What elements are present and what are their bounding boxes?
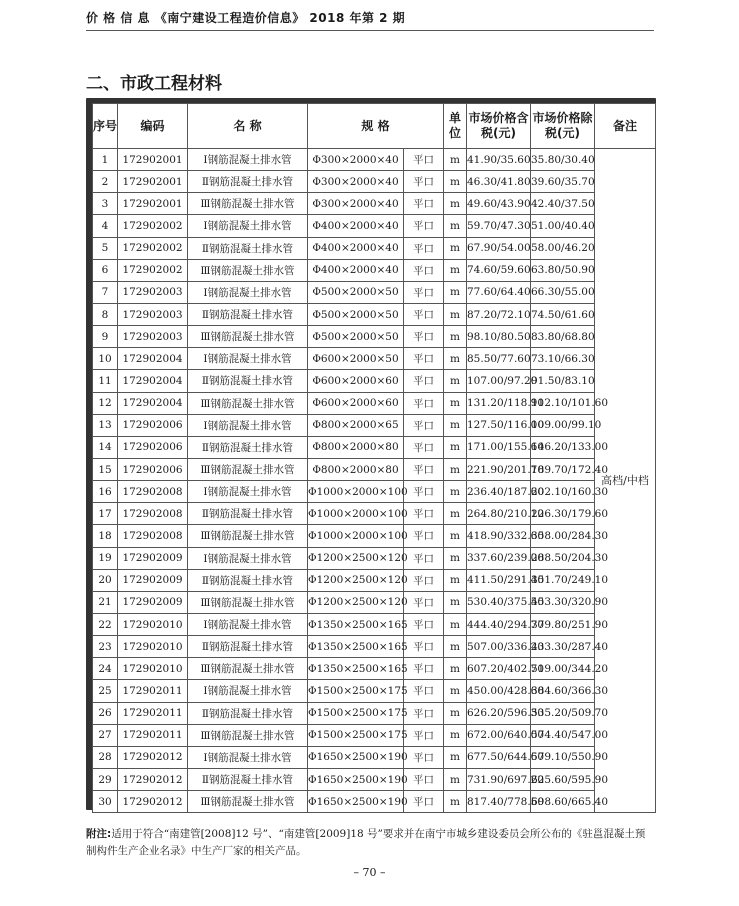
cell-code: 172902001 — [118, 193, 188, 215]
footnote — [86, 826, 654, 860]
cell-code: 172902009 — [118, 547, 188, 569]
cell-spec: Φ500×2000×50 — [308, 303, 404, 325]
cell-name: Ⅲ钢筋混凝土排水管 — [188, 658, 308, 680]
cell-seq: 29 — [93, 768, 118, 790]
cell-joint-type: 平口 — [404, 613, 444, 635]
cell-code: 172902010 — [118, 658, 188, 680]
cell-price-notax: 146.20/133.00 — [531, 436, 595, 458]
cell-code: 172902011 — [118, 702, 188, 724]
table-body — [93, 149, 656, 813]
cell-seq: 23 — [93, 636, 118, 658]
cell-price-tax: 87.20/72.10 — [467, 303, 531, 325]
table-row — [93, 303, 656, 325]
table-row — [93, 237, 656, 259]
cell-name: Ⅲ钢筋混凝土排水管 — [188, 724, 308, 746]
cell-price-notax: 42.40/37.50 — [531, 193, 595, 215]
page-header: 价 格 信 息 《南宁建设工程造价信息》 2018 年第 2 期 — [86, 11, 406, 25]
cell-code: 172902009 — [118, 591, 188, 613]
cell-name: Ⅲ钢筋混凝土排水管 — [188, 392, 308, 414]
table-row — [93, 791, 656, 813]
cell-unit: m — [444, 680, 467, 702]
cell-spec: Φ1650×2500×190 — [308, 791, 404, 813]
table-row — [93, 149, 656, 171]
cell-spec: Φ500×2000×50 — [308, 326, 404, 348]
cell-price-notax: 226.30/179.60 — [531, 503, 595, 525]
cell-joint-type: 平口 — [404, 569, 444, 591]
cell-code: 172902012 — [118, 746, 188, 768]
cell-spec: Φ600×2000×60 — [308, 370, 404, 392]
cell-price-tax: 672.00/640.00 — [467, 724, 531, 746]
cell-code: 172902011 — [118, 724, 188, 746]
cell-seq: 14 — [93, 436, 118, 458]
cell-name: Ⅰ钢筋混凝土排水管 — [188, 746, 308, 768]
cell-seq: 27 — [93, 724, 118, 746]
cell-seq: 8 — [93, 303, 118, 325]
cell-joint-type: 平口 — [404, 259, 444, 281]
cell-unit: m — [444, 791, 467, 813]
cell-seq: 20 — [93, 569, 118, 591]
cell-joint-type: 平口 — [404, 702, 444, 724]
cell-price-notax: 58.00/46.20 — [531, 237, 595, 259]
cell-name: Ⅲ钢筋混凝土排水管 — [188, 591, 308, 613]
cell-unit: m — [444, 259, 467, 281]
cell-seq: 2 — [93, 171, 118, 193]
table-row — [93, 171, 656, 193]
header-unit: 单位 — [444, 104, 467, 149]
cell-price-notax: 384.60/366.30 — [531, 680, 595, 702]
cell-price-tax: 236.40/187.60 — [467, 481, 531, 503]
table-row — [93, 481, 656, 503]
cell-price-notax: 91.50/83.10 — [531, 370, 595, 392]
cell-code: 172902002 — [118, 215, 188, 237]
cell-unit: m — [444, 636, 467, 658]
cell-name: Ⅰ钢筋混凝土排水管 — [188, 481, 308, 503]
table-row — [93, 326, 656, 348]
cell-price-notax: 112.10/101.60 — [531, 392, 595, 414]
cell-spec: Φ1650×2500×190 — [308, 768, 404, 790]
cell-seq: 12 — [93, 392, 118, 414]
cell-name: Ⅰ钢筋混凝土排水管 — [188, 215, 308, 237]
cell-unit: m — [444, 525, 467, 547]
cell-code: 172902003 — [118, 281, 188, 303]
cell-name: Ⅰ钢筋混凝土排水管 — [188, 680, 308, 702]
cell-spec: Φ1200×2500×120 — [308, 591, 404, 613]
cell-price-notax: 39.60/35.70 — [531, 171, 595, 193]
cell-name: Ⅲ钢筋混凝土排水管 — [188, 326, 308, 348]
cell-unit: m — [444, 326, 467, 348]
cell-unit: m — [444, 702, 467, 724]
cell-joint-type: 平口 — [404, 724, 444, 746]
cell-spec: Φ1000×2000×100 — [308, 525, 404, 547]
cell-unit: m — [444, 458, 467, 480]
header-seq: 序号 — [93, 104, 118, 149]
cell-spec: Φ300×2000×40 — [308, 193, 404, 215]
table-row — [93, 591, 656, 613]
cell-joint-type: 平口 — [404, 370, 444, 392]
cell-code: 172902008 — [118, 525, 188, 547]
cell-joint-type: 平口 — [404, 768, 444, 790]
cell-seq: 28 — [93, 746, 118, 768]
cell-price-tax: 507.00/336.20 — [467, 636, 531, 658]
header-rule — [86, 30, 654, 31]
header-code: 编码 — [118, 104, 188, 149]
cell-spec: Φ300×2000×40 — [308, 149, 404, 171]
cell-unit: m — [444, 569, 467, 591]
cell-seq: 15 — [93, 458, 118, 480]
table-row — [93, 348, 656, 370]
cell-name: Ⅱ钢筋混凝土排水管 — [188, 171, 308, 193]
cell-price-tax: 59.70/47.30 — [467, 215, 531, 237]
cell-price-notax: 535.20/509.70 — [531, 702, 595, 724]
cell-seq: 18 — [93, 525, 118, 547]
cell-price-tax: 530.40/375.50 — [467, 591, 531, 613]
cell-price-tax: 731.90/697.20 — [467, 768, 531, 790]
cell-price-tax: 450.00/428.60 — [467, 680, 531, 702]
cell-spec: Φ1200×2500×120 — [308, 547, 404, 569]
cell-seq: 1 — [93, 149, 118, 171]
header-price-tax: 市场价格含税(元) — [467, 104, 531, 149]
cell-price-notax: 698.60/665.40 — [531, 791, 595, 813]
table-row — [93, 281, 656, 303]
cell-unit: m — [444, 370, 467, 392]
table-row — [93, 458, 656, 480]
cell-code: 172902012 — [118, 791, 188, 813]
cell-joint-type: 平口 — [404, 746, 444, 768]
cell-price-notax: 579.10/550.90 — [531, 746, 595, 768]
cell-price-notax: 83.80/68.80 — [531, 326, 595, 348]
cell-code: 172902002 — [118, 259, 188, 281]
cell-spec: Φ1500×2500×175 — [308, 724, 404, 746]
cell-spec: Φ600×2000×50 — [308, 348, 404, 370]
table-row — [93, 702, 656, 724]
cell-unit: m — [444, 436, 467, 458]
cell-price-tax: 411.50/291.40 — [467, 569, 531, 591]
cell-price-notax: 63.80/50.90 — [531, 259, 595, 281]
cell-price-notax: 351.70/249.10 — [531, 569, 595, 591]
cell-name: Ⅰ钢筋混凝土排水管 — [188, 547, 308, 569]
cell-spec: Φ1350×2500×165 — [308, 636, 404, 658]
cell-spec: Φ600×2000×60 — [308, 392, 404, 414]
cell-name: Ⅰ钢筋混凝土排水管 — [188, 414, 308, 436]
cell-unit: m — [444, 149, 467, 171]
cell-code: 172902001 — [118, 171, 188, 193]
cell-price-tax: 418.90/332.60 — [467, 525, 531, 547]
cell-joint-type: 平口 — [404, 458, 444, 480]
cell-name: Ⅱ钢筋混凝土排水管 — [188, 702, 308, 724]
cell-seq: 7 — [93, 281, 118, 303]
cell-price-tax: 337.60/239.00 — [467, 547, 531, 569]
cell-unit: m — [444, 392, 467, 414]
cell-price-tax: 49.60/43.90 — [467, 193, 531, 215]
cell-unit: m — [444, 613, 467, 635]
table-row — [93, 436, 656, 458]
table-row — [93, 259, 656, 281]
cell-price-tax: 74.60/59.60 — [467, 259, 531, 281]
cell-code: 172902002 — [118, 237, 188, 259]
cell-spec: Φ1500×2500×175 — [308, 702, 404, 724]
cell-seq: 10 — [93, 348, 118, 370]
cell-price-notax: 574.40/547.00 — [531, 724, 595, 746]
table-row — [93, 503, 656, 525]
cell-joint-type: 平口 — [404, 414, 444, 436]
cell-name: Ⅰ钢筋混凝土排水管 — [188, 149, 308, 171]
cell-name: Ⅱ钢筋混凝土排水管 — [188, 303, 308, 325]
cell-price-tax: 626.20/596.30 — [467, 702, 531, 724]
cell-seq: 22 — [93, 613, 118, 635]
price-table — [92, 103, 656, 813]
cell-seq: 19 — [93, 547, 118, 569]
cell-price-notax: 379.80/251.90 — [531, 613, 595, 635]
table-row — [93, 658, 656, 680]
cell-spec: Φ1000×2000×100 — [308, 503, 404, 525]
cell-unit: m — [444, 591, 467, 613]
cell-unit: m — [444, 658, 467, 680]
section-title: 二、市政工程材料 — [86, 74, 222, 94]
cell-name: Ⅲ钢筋混凝土排水管 — [188, 193, 308, 215]
cell-code: 172902001 — [118, 149, 188, 171]
cell-spec: Φ400×2000×40 — [308, 215, 404, 237]
cell-spec: Φ800×2000×80 — [308, 458, 404, 480]
cell-price-notax: 73.10/66.30 — [531, 348, 595, 370]
cell-code: 172902006 — [118, 458, 188, 480]
cell-name: Ⅱ钢筋混凝土排水管 — [188, 370, 308, 392]
cell-code: 172902010 — [118, 636, 188, 658]
cell-unit: m — [444, 768, 467, 790]
cell-seq: 9 — [93, 326, 118, 348]
header-name: 名 称 — [188, 104, 308, 149]
table-row — [93, 215, 656, 237]
cell-name: Ⅰ钢筋混凝土排水管 — [188, 613, 308, 635]
cell-spec: Φ1350×2500×165 — [308, 658, 404, 680]
cell-price-tax: 444.40/294.70 — [467, 613, 531, 635]
cell-joint-type: 平口 — [404, 281, 444, 303]
cell-spec: Φ1500×2500×175 — [308, 680, 404, 702]
cell-unit: m — [444, 215, 467, 237]
cell-seq: 16 — [93, 481, 118, 503]
cell-unit: m — [444, 746, 467, 768]
cell-joint-type: 平口 — [404, 326, 444, 348]
cell-joint-type: 平口 — [404, 348, 444, 370]
cell-price-notax: 66.30/55.00 — [531, 281, 595, 303]
cell-price-tax: 85.50/77.60 — [467, 348, 531, 370]
cell-code: 172902004 — [118, 348, 188, 370]
cell-joint-type: 平口 — [404, 149, 444, 171]
cell-spec: Φ800×2000×65 — [308, 414, 404, 436]
cell-name: Ⅱ钢筋混凝土排水管 — [188, 436, 308, 458]
cell-joint-type: 平口 — [404, 525, 444, 547]
cell-price-notax: 288.50/204.30 — [531, 547, 595, 569]
cell-spec: Φ300×2000×40 — [308, 171, 404, 193]
cell-unit: m — [444, 237, 467, 259]
cell-joint-type: 平口 — [404, 591, 444, 613]
cell-price-notax: 453.30/320.90 — [531, 591, 595, 613]
cell-price-tax: 67.90/54.00 — [467, 237, 531, 259]
table-row — [93, 680, 656, 702]
cell-price-notax: 625.60/595.90 — [531, 768, 595, 790]
cell-seq: 30 — [93, 791, 118, 813]
cell-code: 172902006 — [118, 414, 188, 436]
footnote-label: 附注: — [86, 828, 112, 840]
cell-joint-type: 平口 — [404, 436, 444, 458]
cell-price-notax: 202.10/160.30 — [531, 481, 595, 503]
header-price-notax: 市场价格除税(元) — [531, 104, 595, 149]
cell-joint-type: 平口 — [404, 303, 444, 325]
cell-price-notax: 358.00/284.30 — [531, 525, 595, 547]
cell-seq: 11 — [93, 370, 118, 392]
cell-price-notax: 519.00/344.20 — [531, 658, 595, 680]
cell-price-tax: 677.50/644.60 — [467, 746, 531, 768]
cell-name: Ⅱ钢筋混凝土排水管 — [188, 636, 308, 658]
cell-spec: Φ1350×2500×165 — [308, 613, 404, 635]
cell-code: 172902003 — [118, 326, 188, 348]
cell-name: Ⅲ钢筋混凝土排水管 — [188, 458, 308, 480]
table-row — [93, 414, 656, 436]
cell-joint-type: 平口 — [404, 215, 444, 237]
cell-unit: m — [444, 414, 467, 436]
table-row — [93, 768, 656, 790]
cell-spec: Φ500×2000×50 — [308, 281, 404, 303]
cell-price-notax: 433.30/287.40 — [531, 636, 595, 658]
cell-name: Ⅲ钢筋混凝土排水管 — [188, 525, 308, 547]
cell-seq: 25 — [93, 680, 118, 702]
cell-unit: m — [444, 193, 467, 215]
cell-joint-type: 平口 — [404, 658, 444, 680]
cell-seq: 5 — [93, 237, 118, 259]
cell-seq: 13 — [93, 414, 118, 436]
cell-price-notax: 74.50/61.60 — [531, 303, 595, 325]
cell-unit: m — [444, 481, 467, 503]
cell-price-tax: 107.00/97.20 — [467, 370, 531, 392]
table-row — [93, 613, 656, 635]
cell-spec: Φ1000×2000×100 — [308, 481, 404, 503]
cell-name: Ⅱ钢筋混凝土排水管 — [188, 768, 308, 790]
cell-price-tax: 221.90/201.70 — [467, 458, 531, 480]
cell-joint-type: 平口 — [404, 237, 444, 259]
cell-seq: 3 — [93, 193, 118, 215]
table-row — [93, 547, 656, 569]
cell-code: 172902009 — [118, 569, 188, 591]
cell-code: 172902006 — [118, 436, 188, 458]
cell-joint-type: 平口 — [404, 193, 444, 215]
table-header-row — [93, 104, 656, 149]
cell-price-notax: 189.70/172.40 — [531, 458, 595, 480]
cell-name: Ⅲ钢筋混凝土排水管 — [188, 791, 308, 813]
cell-seq: 24 — [93, 658, 118, 680]
cell-code: 172902010 — [118, 613, 188, 635]
cell-price-notax: 109.00/99.10 — [531, 414, 595, 436]
cell-price-tax: 77.60/64.40 — [467, 281, 531, 303]
header-spec: 规 格 — [308, 104, 444, 149]
cell-unit: m — [444, 303, 467, 325]
cell-price-tax: 171.00/155.60 — [467, 436, 531, 458]
cell-name: Ⅰ钢筋混凝土排水管 — [188, 348, 308, 370]
cell-joint-type: 平口 — [404, 636, 444, 658]
table-row — [93, 746, 656, 768]
cell-seq: 21 — [93, 591, 118, 613]
cell-unit: m — [444, 171, 467, 193]
cell-name: Ⅱ钢筋混凝土排水管 — [188, 503, 308, 525]
cell-joint-type: 平口 — [404, 171, 444, 193]
cell-name: Ⅱ钢筋混凝土排水管 — [188, 237, 308, 259]
cell-price-notax: 35.80/30.40 — [531, 149, 595, 171]
cell-unit: m — [444, 281, 467, 303]
table-row — [93, 392, 656, 414]
cell-spec: Φ800×2000×80 — [308, 436, 404, 458]
cell-code: 172902004 — [118, 370, 188, 392]
cell-seq: 26 — [93, 702, 118, 724]
cell-joint-type: 平口 — [404, 481, 444, 503]
header-note: 备注 — [595, 104, 656, 149]
cell-joint-type: 平口 — [404, 680, 444, 702]
cell-code: 172902012 — [118, 768, 188, 790]
cell-seq: 17 — [93, 503, 118, 525]
cell-spec: Φ400×2000×40 — [308, 259, 404, 281]
cell-code: 172902011 — [118, 680, 188, 702]
cell-unit: m — [444, 547, 467, 569]
page-number: – 70 – — [353, 866, 386, 879]
cell-code: 172902004 — [118, 392, 188, 414]
footnote-text: 适用于符合“南建管[2008]12 号”、“南建管[2009]18 号”要求并在南宁市城乡建设委员会所公布的《驻邕混凝土预制构件生产企业名录》中生产厂家的相关产品。 — [86, 828, 646, 857]
table-row — [93, 370, 656, 392]
cell-price-notax: 51.00/40.40 — [531, 215, 595, 237]
cell-joint-type: 平口 — [404, 503, 444, 525]
cell-price-tax: 817.40/778.50 — [467, 791, 531, 813]
cell-seq: 6 — [93, 259, 118, 281]
cell-unit: m — [444, 503, 467, 525]
table-row — [93, 636, 656, 658]
cell-unit: m — [444, 348, 467, 370]
cell-code: 172902008 — [118, 481, 188, 503]
table-row — [93, 569, 656, 591]
cell-price-tax: 41.90/35.60 — [467, 149, 531, 171]
cell-spec: Φ1200×2500×120 — [308, 569, 404, 591]
cell-name: Ⅱ钢筋混凝土排水管 — [188, 569, 308, 591]
cell-unit: m — [444, 724, 467, 746]
cell-price-tax: 46.30/41.80 — [467, 171, 531, 193]
cell-code: 172902008 — [118, 503, 188, 525]
cell-seq: 4 — [93, 215, 118, 237]
cell-price-tax: 264.80/210.10 — [467, 503, 531, 525]
cell-spec: Φ400×2000×40 — [308, 237, 404, 259]
cell-price-tax: 607.20/402.70 — [467, 658, 531, 680]
cell-price-tax: 127.50/116.00 — [467, 414, 531, 436]
cell-name: Ⅰ钢筋混凝土排水管 — [188, 281, 308, 303]
table-row — [93, 525, 656, 547]
table-row — [93, 193, 656, 215]
cell-price-tax: 98.10/80.50 — [467, 326, 531, 348]
table-row — [93, 724, 656, 746]
cell-code: 172902003 — [118, 303, 188, 325]
cell-spec: Φ1650×2500×190 — [308, 746, 404, 768]
cell-joint-type: 平口 — [404, 392, 444, 414]
cell-name: Ⅲ钢筋混凝土排水管 — [188, 259, 308, 281]
cell-note: 高档/中档 — [595, 149, 656, 813]
cell-joint-type: 平口 — [404, 547, 444, 569]
cell-joint-type: 平口 — [404, 791, 444, 813]
cell-price-tax: 131.20/118.90 — [467, 392, 531, 414]
